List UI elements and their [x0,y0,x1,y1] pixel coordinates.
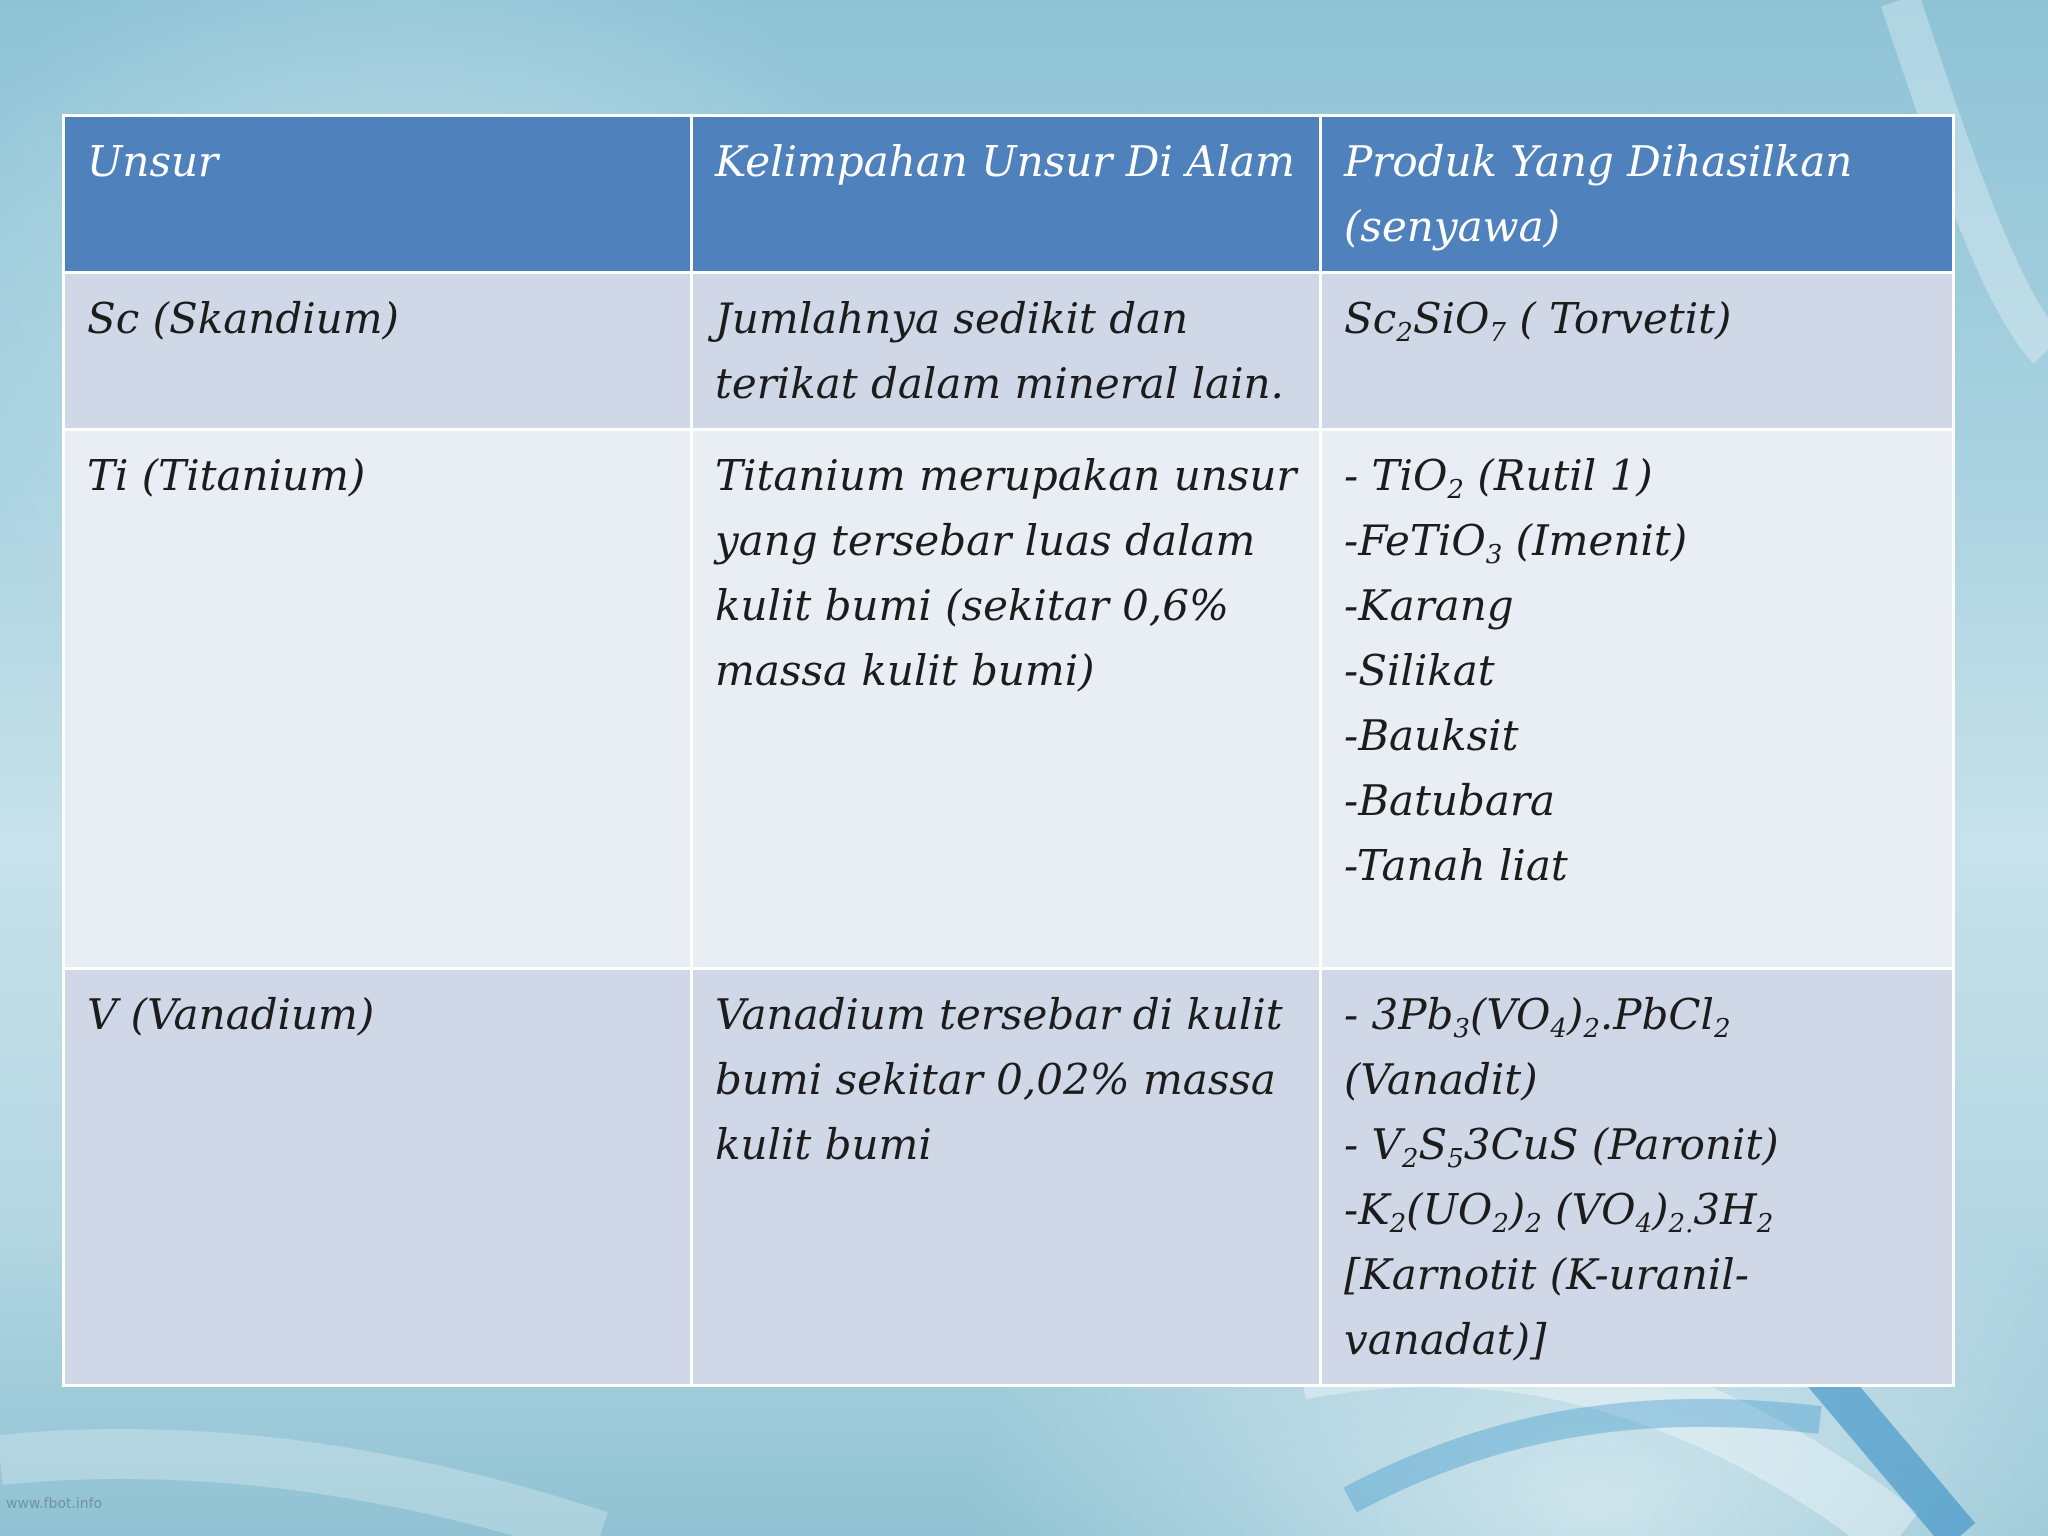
table-header-row [64,116,1954,273]
product-line: -Batubara [1344,776,1556,825]
cell-kelimpahan: Vanadium tersebar di kulit bumi sekitar 0,02% massa kulit bumi [692,969,1321,1386]
product-line: - TiO$_2$ (Rutil 1) [1344,451,1653,505]
cell-unsur: Ti (Titanium) [64,430,692,969]
element-table [62,114,1955,1387]
cell-produk [1321,430,1954,969]
header-produk: Produk Yang Dihasilkan (senyawa) [1321,116,1954,273]
cell-kelimpahan: Jumlahnya sedikit dan terikat dalam mineral lain. [692,273,1321,430]
product-line: $Sc_2SiO_7$ ( Torvetit) [1344,294,1732,348]
product-line: -Bauksit [1344,711,1519,760]
product-line: - $3Pb_3(VO_4)_2.PbCl_2$ (Vanadit) [1344,990,1731,1104]
cell-unsur: Sc (Skandium) [64,273,692,430]
product-line: -Tanah liat [1344,841,1568,890]
table-row [64,273,1954,430]
cell-produk [1321,969,1954,1386]
cell-unsur: V (Vanadium) [64,969,692,1386]
product-line: -Silikat [1344,646,1495,695]
cell-produk [1321,273,1954,430]
header-unsur: Unsur [64,116,692,273]
product-line: -Karang [1344,581,1514,630]
product-line: [Karnotit (K-uranil-vanadat)] [1344,1250,1749,1364]
product-line: $-K_2(UO_2)_2$ $(VO_4)_{2.}3H_2$ [1344,1185,1774,1239]
cell-kelimpahan: Titanium merupakan unsur yang tersebar luas dalam kulit bumi (sekitar 0,6% massa kulit bumi) [692,430,1321,969]
table-row [64,969,1954,1386]
product-line: -FeTiO$_3$ (Imenit) [1344,516,1688,570]
table-row [64,430,1954,969]
product-line: - $V_2S_53CuS$ (Paronit) [1344,1120,1779,1174]
watermark: www.fbot.info [6,1496,103,1512]
header-kelimpahan: Kelimpahan Unsur Di Alam [692,116,1321,273]
